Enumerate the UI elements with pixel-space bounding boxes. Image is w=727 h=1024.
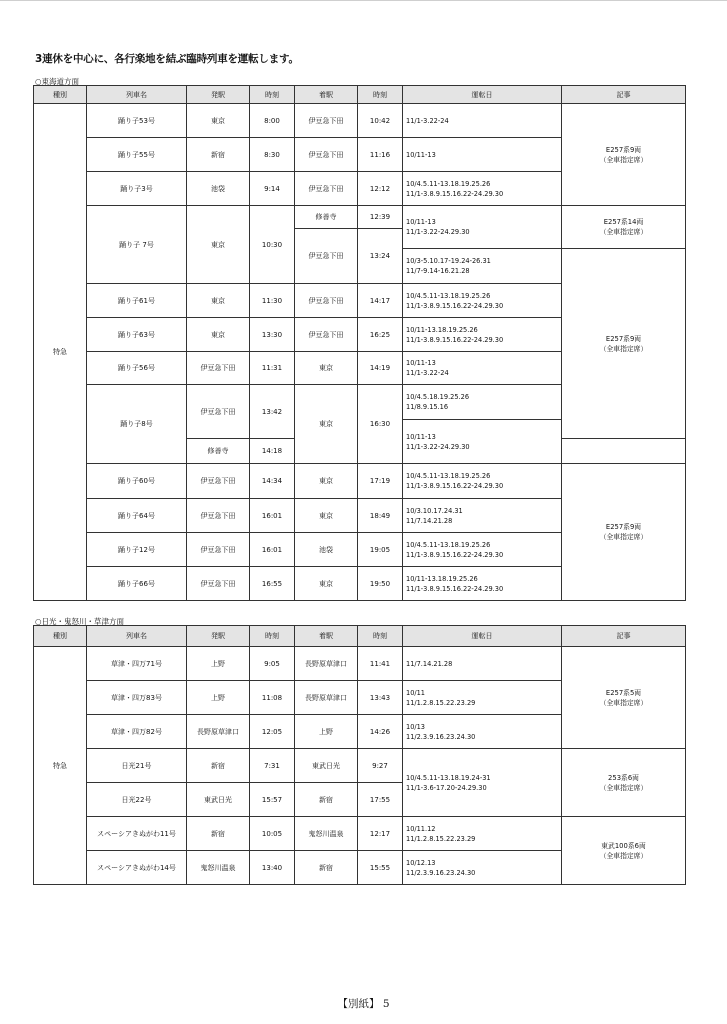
top-border-line xyxy=(0,0,727,1)
train-name: 草津・四万71号 xyxy=(87,647,187,681)
departure-station: 伊豆急下田 xyxy=(187,567,250,601)
train-name: 踊り子3号 xyxy=(87,172,187,206)
departure-station: 鬼怒川温泉 xyxy=(187,851,250,885)
train-note: 東武100系6両 （全車指定席） xyxy=(562,817,686,885)
table-row xyxy=(34,464,686,499)
table-row xyxy=(34,104,686,138)
departure-time: 7:31 xyxy=(250,749,295,783)
arrival-station: 伊豆急下田 xyxy=(295,138,358,172)
arrival-station: 長野原草津口 xyxy=(295,681,358,715)
arrival-station: 修善寺 xyxy=(295,206,358,229)
header-dates: 運転日 xyxy=(403,86,562,104)
arrival-time: 13:43 xyxy=(358,681,403,715)
header-arr: 着駅 xyxy=(295,626,358,647)
header-dep: 発駅 xyxy=(187,626,250,647)
departure-station: 修善寺 xyxy=(187,439,250,464)
table-row xyxy=(34,206,686,229)
train-note: 253系6両 （全車指定席） xyxy=(562,749,686,817)
train-name: 日光21号 xyxy=(87,749,187,783)
operating-dates: 10/4.5.11-13.18.19.25.26 11/1-3.8.9.15.16.22-24.29.30 xyxy=(403,464,562,499)
departure-station: 上野 xyxy=(187,647,250,681)
operating-dates: 10/11.12 11/1.2.8.15.22.23.29 xyxy=(403,817,562,851)
arrival-station: 東京 xyxy=(295,464,358,499)
arrival-time: 14:17 xyxy=(358,284,403,318)
arrival-time: 14:19 xyxy=(358,352,403,385)
operating-dates: 10/11-13.18.19.25.26 11/1-3.8.9.15.16.22-24.29.30 xyxy=(403,567,562,601)
train-note: E257系9両 （全車指定席） xyxy=(562,249,686,439)
arrival-time: 16:30 xyxy=(358,385,403,464)
departure-time: 9:14 xyxy=(250,172,295,206)
operating-dates: 10/4.5.11-13.18.19.24-31 11/1-3.6-17.20-24.29.30 xyxy=(403,749,562,817)
departure-time: 16:55 xyxy=(250,567,295,601)
nikko-timetable xyxy=(33,625,686,885)
header-dates: 運転日 xyxy=(403,626,562,647)
operating-dates: 10/13 11/2.3.9.16.23.24.30 xyxy=(403,715,562,749)
train-note: E257系9両 （全車指定席） xyxy=(562,464,686,601)
table-row xyxy=(34,749,686,783)
departure-station: 伊豆急下田 xyxy=(187,499,250,533)
train-name: 踊り子12号 xyxy=(87,533,187,567)
header-dep-time: 時刻 xyxy=(250,626,295,647)
departure-station: 新宿 xyxy=(187,817,250,851)
train-name: 踊り子60号 xyxy=(87,464,187,499)
operating-dates: 10/4.5.11-13.18.19.25.26 11/1-3.8.9.15.16.22-24.29.30 xyxy=(403,284,562,318)
departure-time: 9:05 xyxy=(250,647,295,681)
departure-time: 14:18 xyxy=(250,439,295,464)
train-type: 特急 xyxy=(34,647,87,885)
header-arr: 着駅 xyxy=(295,86,358,104)
train-type: 特急 xyxy=(34,104,87,601)
arrival-time: 16:25 xyxy=(358,318,403,352)
arrival-station: 長野原草津口 xyxy=(295,647,358,681)
departure-time: 12:05 xyxy=(250,715,295,749)
arrival-station: 新宿 xyxy=(295,783,358,817)
departure-station: 東武日光 xyxy=(187,783,250,817)
operating-dates: 10/11-13 xyxy=(403,138,562,172)
departure-station: 池袋 xyxy=(187,172,250,206)
train-name: 踊り子55号 xyxy=(87,138,187,172)
train-note: E257系9両 （全車指定席） xyxy=(562,104,686,206)
train-note: E257系5両 （全車指定席） xyxy=(562,647,686,749)
arrival-station: 池袋 xyxy=(295,533,358,567)
operating-dates: 10/11-13.18.19.25.26 11/1-3.8.9.15.16.22-24.29.30 xyxy=(403,318,562,352)
section-label-tokaido: ○東海道方面 xyxy=(35,77,80,86)
arrival-station: 伊豆急下田 xyxy=(295,318,358,352)
departure-station: 上野 xyxy=(187,681,250,715)
departure-time: 8:30 xyxy=(250,138,295,172)
header-train: 列車名 xyxy=(87,626,187,647)
arrival-station: 伊豆急下田 xyxy=(295,172,358,206)
departure-time: 11:31 xyxy=(250,352,295,385)
departure-station: 東京 xyxy=(187,206,250,284)
operating-dates: 11/7.14.21.28 xyxy=(403,647,562,681)
header-arr-time: 時刻 xyxy=(358,626,403,647)
departure-time: 8:00 xyxy=(250,104,295,138)
arrival-time: 9:27 xyxy=(358,749,403,783)
departure-station: 東京 xyxy=(187,318,250,352)
departure-time: 10:30 xyxy=(250,206,295,284)
train-name: 踊り子61号 xyxy=(87,284,187,318)
header-dep-time: 時刻 xyxy=(250,86,295,104)
train-name: 踊り子64号 xyxy=(87,499,187,533)
departure-station: 東京 xyxy=(187,104,250,138)
departure-station: 東京 xyxy=(187,284,250,318)
train-name: 踊り子 7号 xyxy=(87,206,187,284)
arrival-time: 18:49 xyxy=(358,499,403,533)
header-notes: 記事 xyxy=(562,86,686,104)
arrival-station: 東京 xyxy=(295,352,358,385)
arrival-time: 19:05 xyxy=(358,533,403,567)
train-name: 踊り子53号 xyxy=(87,104,187,138)
header-arr-time: 時刻 xyxy=(358,86,403,104)
train-name: 踊り子66号 xyxy=(87,567,187,601)
operating-dates: 10/3.10.17.24.31 11/7.14.21.28 xyxy=(403,499,562,533)
train-name: 草津・四万82号 xyxy=(87,715,187,749)
arrival-time: 10:42 xyxy=(358,104,403,138)
tokaido-timetable xyxy=(33,85,686,601)
operating-dates: 10/3-5.10.17-19.24-26.31 11/7-9.14-16.21.28 xyxy=(403,249,562,284)
operating-dates: 10/11-13 11/1-3.22-24 xyxy=(403,352,562,385)
departure-station: 新宿 xyxy=(187,138,250,172)
header-type: 種別 xyxy=(34,626,87,647)
header-train: 列車名 xyxy=(87,86,187,104)
departure-time: 15:57 xyxy=(250,783,295,817)
departure-time: 11:08 xyxy=(250,681,295,715)
train-note: E257系14両 （全車指定席） xyxy=(562,206,686,249)
arrival-time: 11:41 xyxy=(358,647,403,681)
arrival-station: 東京 xyxy=(295,567,358,601)
arrival-station: 伊豆急下田 xyxy=(295,229,358,284)
departure-station: 伊豆急下田 xyxy=(187,533,250,567)
table-row xyxy=(34,817,686,851)
train-name: 踊り子63号 xyxy=(87,318,187,352)
operating-dates: 11/1-3.22-24 xyxy=(403,104,562,138)
arrival-time: 17:19 xyxy=(358,464,403,499)
train-name: 踊り子56号 xyxy=(87,352,187,385)
operating-dates: 10/4.5.11-13.18.19.25.26 11/1-3.8.9.15.16.22-24.29.30 xyxy=(403,172,562,206)
departure-station: 伊豆急下田 xyxy=(187,352,250,385)
operating-dates: 10/11 11/1.2.8.15.22.23.29 xyxy=(403,681,562,715)
arrival-station: 東京 xyxy=(295,385,358,464)
departure-time: 13:30 xyxy=(250,318,295,352)
departure-station: 伊豆急下田 xyxy=(187,464,250,499)
arrival-station: 伊豆急下田 xyxy=(295,104,358,138)
departure-station: 伊豆急下田 xyxy=(187,385,250,439)
operating-dates: 10/4.5.18.19.25.26 11/8.9.15.16 xyxy=(403,385,562,420)
arrival-time: 14:26 xyxy=(358,715,403,749)
arrival-time: 15:55 xyxy=(358,851,403,885)
departure-time: 14:34 xyxy=(250,464,295,499)
departure-time: 13:42 xyxy=(250,385,295,439)
header-notes: 記事 xyxy=(562,626,686,647)
arrival-time: 12:17 xyxy=(358,817,403,851)
arrival-time: 12:39 xyxy=(358,206,403,229)
arrival-station: 東京 xyxy=(295,499,358,533)
train-name: 日光22号 xyxy=(87,783,187,817)
departure-station: 新宿 xyxy=(187,749,250,783)
arrival-time: 12:12 xyxy=(358,172,403,206)
arrival-time: 19:50 xyxy=(358,567,403,601)
train-name: スペーシアきぬがわ14号 xyxy=(87,851,187,885)
page-footer: 【別紙】 5 xyxy=(337,998,390,1010)
header-type: 種別 xyxy=(34,86,87,104)
header-dep: 発駅 xyxy=(187,86,250,104)
section-label-nikko: ○日光・鬼怒川・草津方面 xyxy=(35,617,125,626)
arrival-time: 13:24 xyxy=(358,229,403,284)
page-title: 3連休を中心に、各行楽地を結ぶ臨時列車を運転します。 xyxy=(35,53,299,65)
operating-dates: 10/11-13 11/1-3.22-24.29.30 xyxy=(403,206,562,249)
arrival-station: 伊豆急下田 xyxy=(295,284,358,318)
departure-time: 16:01 xyxy=(250,533,295,567)
departure-time: 16:01 xyxy=(250,499,295,533)
arrival-station: 新宿 xyxy=(295,851,358,885)
operating-dates: 10/12.13 11/2.3.9.16.23.24.30 xyxy=(403,851,562,885)
operating-dates: 10/11-13 11/1-3.22-24.29.30 xyxy=(403,420,562,464)
departure-time: 10:05 xyxy=(250,817,295,851)
train-name: 踊り子8号 xyxy=(87,385,187,464)
arrival-station: 上野 xyxy=(295,715,358,749)
departure-time: 13:40 xyxy=(250,851,295,885)
departure-time: 11:30 xyxy=(250,284,295,318)
operating-dates: 10/4.5.11-13.18.19.25.26 11/1-3.8.9.15.16.22-24.29.30 xyxy=(403,533,562,567)
departure-station: 長野原草津口 xyxy=(187,715,250,749)
train-name: スペーシアきぬがわ11号 xyxy=(87,817,187,851)
train-name: 草津・四万83号 xyxy=(87,681,187,715)
arrival-station: 東武日光 xyxy=(295,749,358,783)
table-row xyxy=(34,647,686,681)
arrival-time: 17:55 xyxy=(358,783,403,817)
arrival-station: 鬼怒川温泉 xyxy=(295,817,358,851)
arrival-time: 11:16 xyxy=(358,138,403,172)
